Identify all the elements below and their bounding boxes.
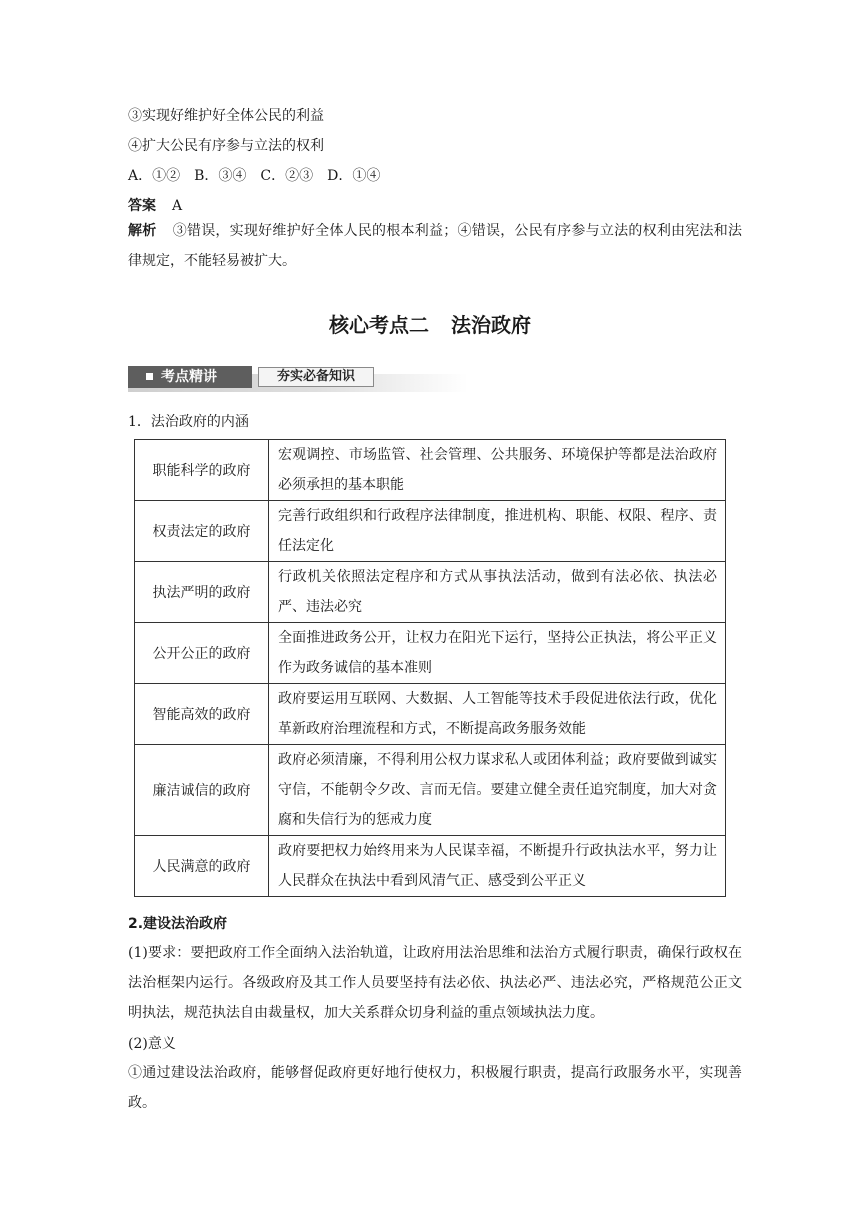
banner-dark-label: 考点精讲 (161, 369, 217, 385)
table-row (135, 836, 726, 897)
answer-label: 答案 (128, 198, 156, 214)
significance-heading: (2)意义 (128, 1036, 176, 1052)
option-4-text: ④扩大公民有序参与立法的权利 (128, 138, 324, 154)
choices-line: A．①② B．③④ C．②③ D．①④ (128, 168, 381, 184)
table-description-cell: 政府要运用互联网、大数据、人工智能等技术手段促进依法行政，优化革新政府治理流程和方式，不断提高政务服务效能 (269, 684, 726, 745)
table-row (135, 501, 726, 562)
banner-light-tab: 夯实必备知识 (258, 367, 374, 387)
analysis-paragraph (128, 216, 742, 276)
table-description-cell: 政府必须清廉，不得利用公权力谋求私人或团体利益；政府要做到诚实守信，不能朝令夕改、言而无信。要建立健全责任追究制度，加大对贪腐和失信行为的惩戒力度 (269, 745, 726, 836)
section-title-topic: 法治政府 (451, 313, 531, 337)
answer-line (128, 196, 182, 216)
subsection-1-heading: 1．法治政府的内涵 (128, 414, 249, 430)
table-description-cell: 完善行政组织和行政程序法律制度，推进机构、职能、权限、程序、责任法定化 (269, 501, 726, 562)
table-row (135, 684, 726, 745)
banner-dark-tab (128, 366, 252, 388)
table-term-cell: 执法严明的政府 (135, 562, 269, 623)
table-description-cell: 全面推进政务公开，让权力在阳光下运行，坚持公正执法，将公平正义作为政务诚信的基本准则 (269, 623, 726, 684)
table-row (135, 562, 726, 623)
section-title-number: 核心考点二 (329, 313, 429, 337)
table-term-cell: 人民满意的政府 (135, 836, 269, 897)
section-title (0, 312, 860, 338)
table-row (135, 623, 726, 684)
table-description-cell: 政府要把权力始终用来为人民谋幸福，不断提升行政执法水平，努力让人民群众在执法中看到风清气正、感受到公平正义 (269, 836, 726, 897)
answer-value: A (172, 198, 183, 214)
table-term-cell: 权责法定的政府 (135, 501, 269, 562)
table-row (135, 745, 726, 836)
table-term-cell: 职能科学的政府 (135, 440, 269, 501)
subsection-2-heading: 2.建设法治政府 (128, 916, 228, 932)
table-term-cell: 智能高效的政府 (135, 684, 269, 745)
significance-point-1: ①通过建设法治政府，能够督促政府更好地行使权力，积极履行职责，提高行政服务水平，实现善政。 (128, 1065, 742, 1111)
table-row (135, 440, 726, 501)
table-term-cell: 公开公正的政府 (135, 623, 269, 684)
analysis-label: 解析 (128, 223, 157, 239)
requirement-paragraph: (1)要求：要把政府工作全面纳入法治轨道，让政府用法治思维和法治方式履行职责，确保行政权在法治框架内运行。各级政府及其工作人员要坚持有法必依、执法必严、违法必究，严格规范公正文明执法，规范执法自由裁量权，加大关系群众切身利益的重点领域执法力度。 (128, 945, 742, 1021)
section-banner (128, 366, 468, 392)
table-term-cell: 廉洁诚信的政府 (135, 745, 269, 836)
table-description-cell: 宏观调控、市场监管、社会管理、公共服务、环境保护等都是法治政府必须承担的基本职能 (269, 440, 726, 501)
analysis-text: ③错误，实现好维护好全体人民的根本利益；④错误，公民有序参与立法的权利由宪法和法律规定，不能轻易被扩大。 (128, 223, 743, 269)
definition-table (134, 439, 726, 897)
table-description-cell: 行政机关依照法定程序和方式从事执法活动，做到有法必依、执法必严、违法必究 (269, 562, 726, 623)
option-3-text: ③实现好维护好全体公民的利益 (128, 108, 324, 124)
square-icon (146, 373, 153, 380)
